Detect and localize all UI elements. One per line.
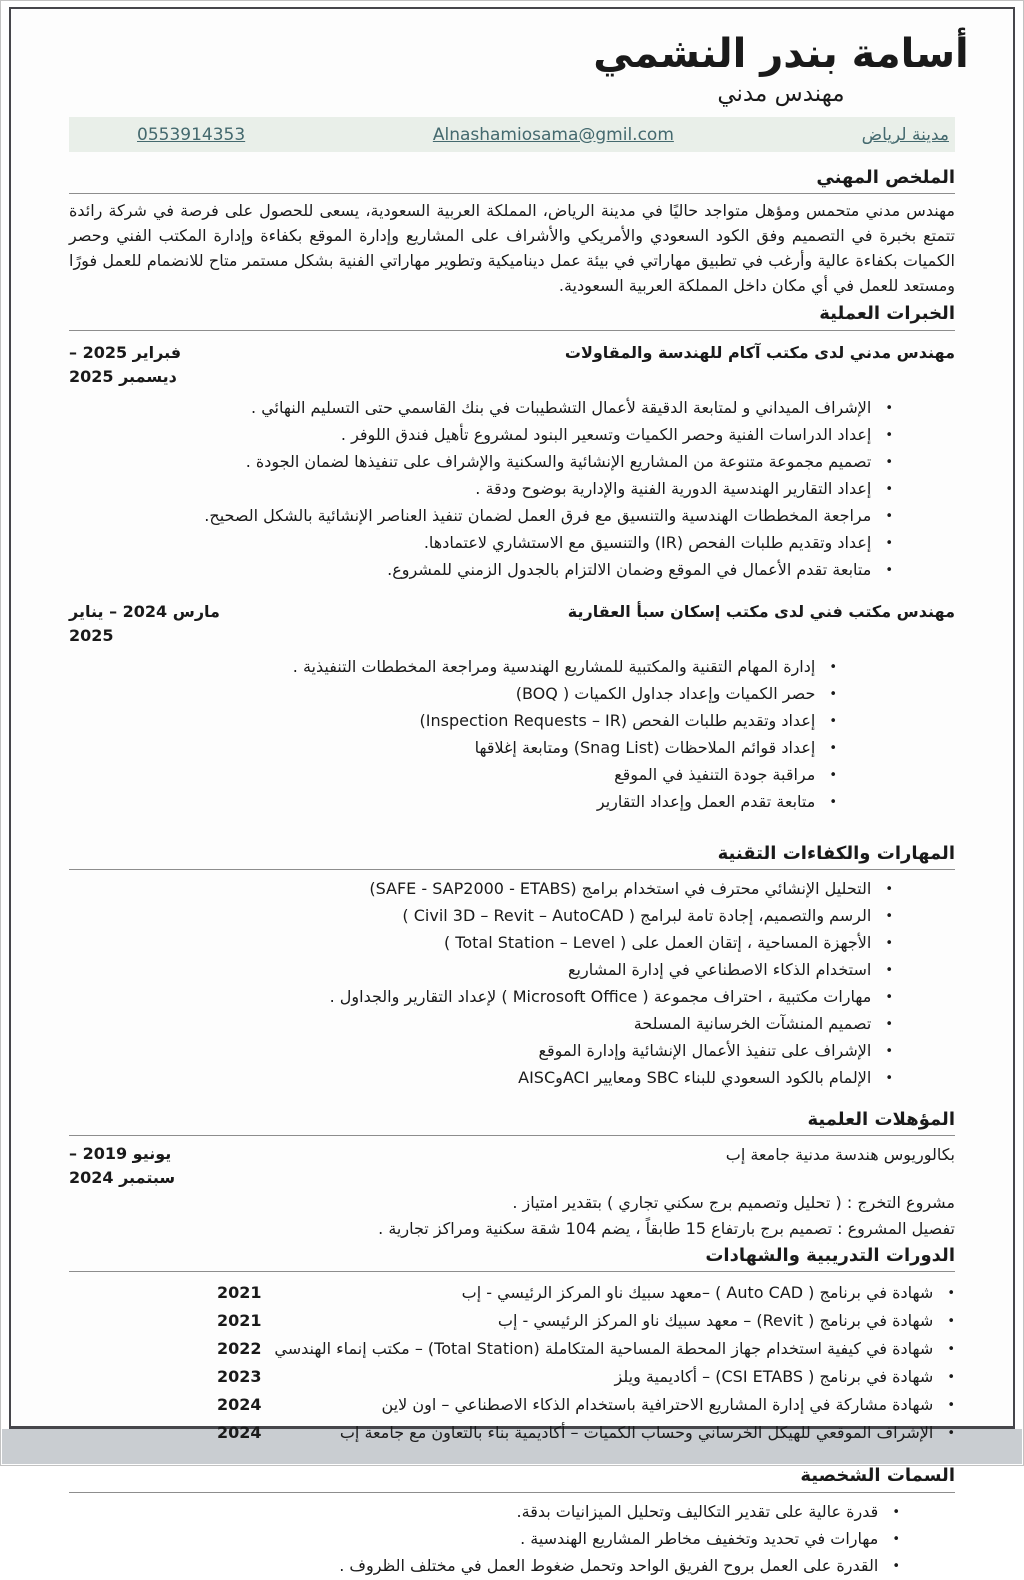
- section-rule: [69, 193, 955, 194]
- skill-bullet: • استخدام الذكاء الاصطناعي في إدارة المشاريع: [69, 957, 955, 984]
- course-row: [69, 1280, 955, 1308]
- location-link[interactable]: مدينة لرياض: [861, 124, 949, 145]
- job-bullet: • متابعة تقدم الأعمال في الموقع وضمان الالتزام بالجدول الزمني للمشروع.: [69, 557, 955, 584]
- job-bullet: • إعداد الدراسات الفنية وحصر الكميات وتسعير البنود لمشروع تأهيل فندق اللوفر .: [69, 422, 955, 449]
- trait-bullet: • قدرة عالية على تقدير التكاليف وتحليل الميزانيات بدقة.: [69, 1499, 955, 1526]
- job-bullet: • إدارة المهام التقنية والمكتبية للمشاريع الهندسية ومراجعة المخططات التنفيذية .: [69, 654, 955, 681]
- job-bullet: • مراقبة جودة التنفيذ في الموقع: [69, 762, 955, 789]
- person-name: أسامة بندر النشمي: [593, 31, 969, 77]
- skill-bullet: • الرسم والتصميم، إجادة تامة لبرامج ( Civil 3D – Revit – AutoCAD ): [69, 903, 955, 930]
- course-row: [69, 1364, 955, 1392]
- graduation-project: مشروع التخرج : ( تحليل وتصميم برج سكني تجاري ) بتقدير امتياز .: [512, 1193, 955, 1213]
- summary-text: مهندس مدني متحمس ومؤهل متواجد حاليًا في مدينة الرياض، المملكة العربية السعودية، يسعى للحصول على فرصة في شركة رائدة تتمتع بخبرة في التصميم وفق الكود السعودي والأمريكي والأشراف على المشاريع وإدارة الموقع بكفاءة وإدارة المكتب الفني وحصر الكميات بكفاءة عالية وأرغب في تطبيق مهاراتي في بيئة عمل ديناميكية وتطوير مهاراتي الفنية بشكل مستمر متاح للانضمام للعمل فورًا ومستعد للعمل في أي مكان داخل المملكة العربية السعودية.: [69, 201, 955, 296]
- course-text: • شهادة مشاركة في إدارة المشاريع الاحترافية باستخدام الذكاء الاصطناعي – اون لاين: [382, 1392, 955, 1420]
- courses-heading: الدورات التدريبية والشهادات: [705, 1245, 955, 1267]
- section-rule: [69, 1492, 955, 1493]
- course-text: • شهادة في برنامج ( CSI ETABS) – أكاديمية ويلز: [615, 1364, 955, 1392]
- education-row: [69, 1142, 955, 1190]
- job-bullet: • مراجعة المخططات الهندسية والتنسيق مع فرق العمل لضمان تنفيذ العناصر الإنشائية بالشكل الصحيح.: [69, 503, 955, 530]
- trait-bullet: • القدرة على العمل بروح الفريق الواحد وتحمل ضغوط العمل في مختلف الظروف .: [69, 1553, 955, 1580]
- summary-heading: الملخص المهني: [816, 167, 955, 188]
- job-bullet: • إعداد التقارير الهندسية الدورية الفنية والإدارية بوضوح ودقة .: [69, 476, 955, 503]
- skill-bullet: • تصميم المنشآت الخرسانية المسلحة: [69, 1011, 955, 1038]
- phone-link[interactable]: 0553914353: [137, 124, 246, 145]
- email-link[interactable]: Alnashamiosama@gmil.com: [432, 124, 674, 145]
- course-text: • شهادة في برنامج ( Auto CAD ) –معهد سبيك ناو المركز الرئيسي - إب: [462, 1280, 955, 1308]
- section-rule: [69, 869, 955, 870]
- skill-bullet: • الإلمام بالكود السعودي للبناء SBC ومعايير ACIوAISC: [69, 1065, 955, 1092]
- trait-bullet: • مهارات في تحديد وتخفيف مخاطر المشاريع الهندسية .: [69, 1526, 955, 1553]
- job-header: [69, 341, 955, 389]
- skills-heading: المهارات والكفاءات التقنية: [717, 842, 955, 864]
- job-date: فبراير 2025 – ديسمبر 2025: [69, 342, 182, 386]
- job-header: [69, 600, 955, 648]
- skills-list: [69, 876, 955, 1092]
- contact-bar: [69, 117, 955, 152]
- experience-heading: الخبرات العملية: [819, 303, 955, 325]
- traits-heading: السمات الشخصية: [800, 1465, 955, 1487]
- course-text: • شهادة في كيفية استخدام جهاز المحطة المساحية المتكاملة (Total Station) – مكتب إنماء الهندسي: [274, 1336, 955, 1364]
- person-job-title: مهندس مدني: [717, 81, 845, 107]
- course-year: 2021: [217, 1283, 262, 1303]
- skill-bullet: • الإشراف على تنفيذ الأعمال الإنشائية وإدارة الموقع: [69, 1038, 955, 1065]
- course-text: • شهادة في برنامج ( Revit) – معهد سبيك ناو المركز الرئيسي - إب: [498, 1308, 955, 1336]
- course-text: • الإشراف الموقعي للهيكل الخرساني وحساب الكميات – أكاديمية بناء بالتعاون مع جامعة إب: [340, 1420, 955, 1448]
- course-year: 2022: [217, 1339, 262, 1359]
- skill-bullet: • الأجهزة المساحية ، إتقان العمل على ( Total Station – Level ): [69, 930, 955, 957]
- section-rule: [69, 1271, 955, 1272]
- job-bullet: • إعداد وتقديم طلبات الفحص (Inspection Requests – IR): [69, 708, 955, 735]
- job-date: مارس 2024 – يناير 2025: [69, 601, 220, 645]
- traits-list: [69, 1499, 955, 1580]
- skill-bullet: • مهارات مكتبية ، احتراف مجموعة ( Microsoft Office ) لإعداد التقارير والجداول .: [69, 984, 955, 1011]
- job-bullet-list: [69, 395, 955, 584]
- job-bullet: • حصر الكميات وإعداد جداول الكميات ( BOQ): [69, 681, 955, 708]
- job-bullet: • الإشراف الميداني و لمتابعة الدقيقة لأعمال التشطيبات في بنك القاسمي حتى التسليم النهائي .: [69, 395, 955, 422]
- course-row: [69, 1420, 955, 1448]
- job-bullet: • تصميم مجموعة متنوعة من المشاريع الإنشائية والسكنية والإشراف على تنفيذها لضمان الجودة .: [69, 449, 955, 476]
- resume-header: [565, 29, 997, 107]
- job-title: مهندس مدني لدى مكتب آكام للهندسة والمقاولات: [564, 342, 955, 362]
- project-detail: تفصيل المشروع : تصميم برج بارتفاع 15 طابقاً ، يضم 104 شقة سكنية ومراكز تجارية .: [378, 1219, 955, 1239]
- job-bullet: • إعداد قوائم الملاحظات (Snag List) ومتابعة إغلاقها: [69, 735, 955, 762]
- course-row: [69, 1308, 955, 1336]
- job-bullet: • متابعة تقدم العمل وإعداد التقارير: [69, 789, 955, 816]
- job-bullet-list: [69, 654, 955, 816]
- course-year: 2024: [217, 1423, 262, 1443]
- course-row: [69, 1336, 955, 1364]
- resume-page: [9, 7, 1015, 1575]
- section-rule: [69, 330, 955, 331]
- job-bullet: • إعداد وتقديم طلبات الفحص (IR) والتنسيق مع الاستشاري لاعتمادها.: [69, 530, 955, 557]
- course-row: [69, 1392, 955, 1420]
- courses-list: [69, 1280, 955, 1448]
- course-year: 2024: [217, 1395, 262, 1415]
- education-heading: المؤهلات العلمية: [807, 1108, 955, 1130]
- course-year: 2021: [217, 1311, 262, 1331]
- education-degree: بكالوريوس هندسة مدنية جامعة إب: [725, 1145, 955, 1165]
- skill-bullet: • التحليل الإنشائي محترف في استخدام برامج (SAFE - SAP2000 - ETABS): [69, 876, 955, 903]
- education-date: يونيو 2019 – سبتمبر 2024: [69, 1144, 176, 1188]
- section-rule: [69, 1135, 955, 1136]
- job-title: مهندس مكتب فني لدى مكتب إسكان سبأ العقارية: [567, 601, 955, 621]
- course-year: 2023: [217, 1367, 262, 1387]
